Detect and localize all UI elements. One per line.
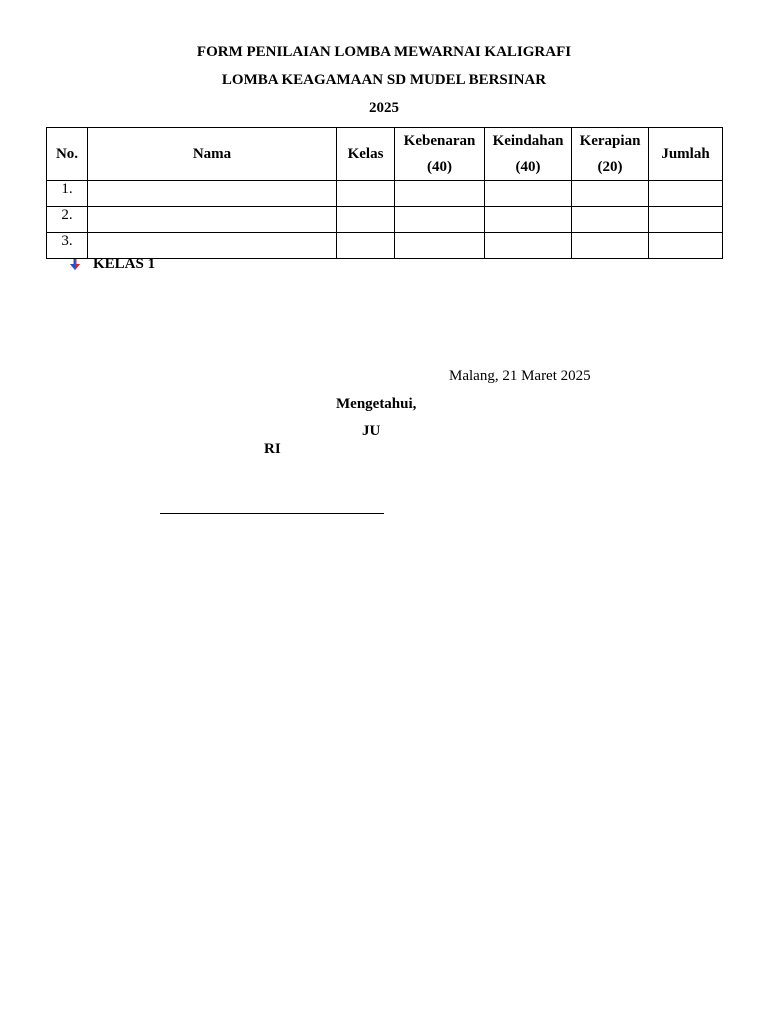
cell-kebenaran[interactable] xyxy=(395,207,485,233)
column-header-jumlah: Jumlah xyxy=(649,128,723,181)
table-header-row xyxy=(47,128,723,181)
column-header-kerapian-max: (20) xyxy=(597,159,623,175)
cell-kelas[interactable] xyxy=(337,181,395,207)
column-header-kerapian xyxy=(572,128,649,181)
column-header-keindahan xyxy=(485,128,572,181)
cell-jumlah[interactable] xyxy=(649,207,723,233)
table-row xyxy=(47,181,723,207)
column-header-kerapian-label: Kerapian xyxy=(579,133,641,149)
column-header-kebenaran-label: Kebenaran xyxy=(403,133,476,149)
role-label-part1: JU xyxy=(362,423,381,439)
cell-jumlah[interactable] xyxy=(649,233,723,259)
column-header-nama: Nama xyxy=(88,128,337,181)
column-header-kebenaran xyxy=(395,128,485,181)
cell-no: 3. xyxy=(47,233,88,259)
table-row xyxy=(47,233,723,259)
table-row xyxy=(47,207,723,233)
signature-line xyxy=(160,513,384,514)
cell-kelas[interactable] xyxy=(337,233,395,259)
role-label-part2: RI xyxy=(264,441,281,457)
cell-nama[interactable] xyxy=(88,233,337,259)
column-header-keindahan-max: (40) xyxy=(515,159,541,175)
score-table xyxy=(46,127,723,259)
column-header-no: No. xyxy=(47,128,88,181)
cell-jumlah[interactable] xyxy=(649,181,723,207)
column-header-kebenaran-max: (40) xyxy=(427,159,452,175)
form-subtitle: LOMBA KEAGAMAAN SD MUDEL BERSINAR xyxy=(221,72,547,88)
cell-kerapian[interactable] xyxy=(572,233,649,259)
column-header-keindahan-label: Keindahan xyxy=(492,133,564,149)
cell-kerapian[interactable] xyxy=(572,181,649,207)
cell-kerapian[interactable] xyxy=(572,207,649,233)
cell-kebenaran[interactable] xyxy=(395,181,485,207)
place-date: Malang, 21 Maret 2025 xyxy=(449,368,591,384)
cell-nama[interactable] xyxy=(88,207,337,233)
cell-kelas[interactable] xyxy=(337,207,395,233)
cell-kebenaran[interactable] xyxy=(395,233,485,259)
arrow-down-bullet-icon xyxy=(68,258,82,272)
section-label: KELAS 1 xyxy=(93,256,156,272)
cell-no: 1. xyxy=(47,181,88,207)
cell-keindahan[interactable] xyxy=(485,181,572,207)
column-header-kelas: Kelas xyxy=(337,128,395,181)
cell-no: 2. xyxy=(47,207,88,233)
cell-nama[interactable] xyxy=(88,181,337,207)
acknowledged-label: Mengetahui, xyxy=(336,396,417,412)
form-title: FORM PENILAIAN LOMBA MEWARNAI KALIGRAFI xyxy=(196,44,572,60)
section-kelas-1 xyxy=(68,256,155,273)
cell-keindahan[interactable] xyxy=(485,207,572,233)
form-year: 2025 xyxy=(369,100,399,116)
cell-keindahan[interactable] xyxy=(485,233,572,259)
